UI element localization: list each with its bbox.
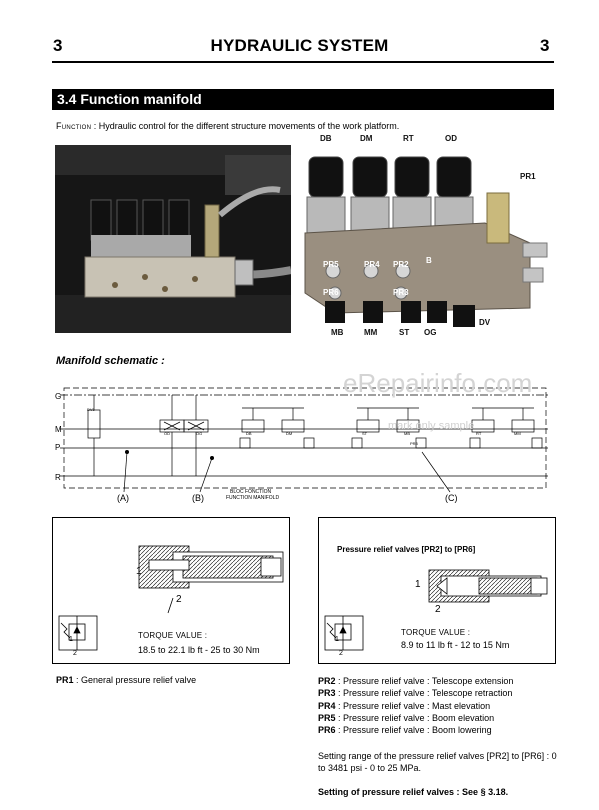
chapter-number-right: 3 [540,36,550,55]
function-description [56,121,399,131]
pr-text: : Pressure relief valve : Mast elevation [335,700,491,711]
page-title: HYDRAULIC SYSTEM [210,36,389,55]
box2-torque-label: TORQUE VALUE : [401,628,471,637]
header-rule [52,61,554,63]
pr1-torque-value: 18.5 to 22.1 lb ft - 25 to 30 Nm [138,645,260,655]
section-title: 3.4 Function manifold [57,91,202,107]
pr-code: PR4 [318,700,336,711]
callout-c: (C) [445,493,458,503]
label-rt: RT [403,134,414,143]
setting-reference-text: Setting of pressure relief valves : See § 3.18. [318,787,509,797]
label-mm: MM [364,328,378,337]
schematic-line-m: M [55,425,62,434]
tag-st: ST [362,431,368,436]
pr1-port-2: 2 [176,594,182,605]
label-st: ST [399,328,410,337]
manifold-photo-installed [55,145,291,333]
schematic-line-r: R [55,473,61,482]
label-db: DB [320,134,332,143]
box2-symbol-port-2: 2 [339,650,343,657]
box2-port-1: 1 [415,579,421,590]
pr1-torque-label: TORQUE VALUE : [138,631,208,640]
label-pr4: PR4 [364,260,380,269]
tag-od: OD [164,431,170,436]
label-dv: DV [479,318,491,327]
label-pr1: PR1 [520,172,536,181]
label-b: B [426,256,432,265]
watermark-sub: mark only sample [388,420,475,432]
list-item [318,687,513,699]
label-mb: MB [331,328,344,337]
schematic-caption-en: FUNCTION MANIFOLD [226,495,280,501]
pr1-code: PR1 [56,675,74,685]
pr-code: PR2 [318,676,336,686]
pr-code: PR6 [318,725,336,736]
function-separator: : [91,121,99,131]
pr1-detail-box [52,517,290,664]
pr2-pr6-detail-box [318,517,556,664]
tag-og: OG [196,431,203,436]
tag-rt: RT [476,431,482,436]
schematic-line-g: G [55,392,62,401]
tag-pr3: PR3 [410,441,418,446]
pr1-caption [56,675,196,685]
label-pr6: PR6 [323,288,339,297]
pr-code: PR5 [318,712,336,723]
function-label: Function [56,121,92,131]
list-item [318,675,513,687]
label-pr5: PR5 [323,260,339,269]
label-og: OG [424,328,437,337]
manifold-schematic [52,380,554,508]
pr1-text: : General pressure relief valve [73,675,197,685]
list-item [318,724,513,736]
manifold-photo-labelled [295,133,557,341]
tag-mm: MM [514,431,521,436]
tag-db: DB [246,431,252,436]
pr-text: : Pressure relief valve : Boom lowering [335,725,492,736]
list-item [318,712,513,724]
callout-a: (A) [117,493,129,503]
tag-dm: DM [286,431,293,436]
pressure-relief-list [318,675,513,736]
watermark-logo: eRepairinfo.com [343,368,533,398]
label-pr2: PR2 [393,260,409,269]
label-pr3: PR3 [393,288,409,297]
schematic-line-p: P [55,443,61,452]
pr1-symbol-port-1: 1 [69,636,73,643]
box2-symbol-port-1: 1 [335,636,339,643]
pr-code: PR3 [318,688,336,699]
tag-mb: MB [404,431,410,436]
box2-port-2: 2 [435,604,441,615]
box2-title: Pressure relief valves [PR2] to [PR6] [337,545,476,554]
pr-text: : Pressure relief valve : Telescope extension [335,676,514,686]
tag-dv1: DV1 [87,407,95,412]
box2-torque-value: 8.9 to 11 lb ft - 12 to 15 Nm [401,640,510,650]
pr-text: : Pressure relief valve : Telescope retraction [335,688,513,699]
callout-b: (B) [192,493,204,503]
pr-text: : Pressure relief valve : Boom elevation [335,712,495,723]
function-text: Hydraulic control for the different structure movements of the work platform. [98,121,400,131]
schematic-caption-fr: BLOC FONCTION [230,489,272,495]
setting-range-text: Setting range of the pressure relief valves [PR2] to [PR6] : 0 to 3481 psi - 0 to 25 MPa. [318,751,557,773]
pr1-symbol-port-2: 2 [73,650,77,657]
label-od: OD [445,134,457,143]
label-dm: DM [360,134,373,143]
list-item [318,700,513,712]
chapter-number-left: 3 [53,36,63,55]
schematic-title: Manifold schematic : [56,355,165,367]
pr1-port-1: 1 [136,566,142,577]
